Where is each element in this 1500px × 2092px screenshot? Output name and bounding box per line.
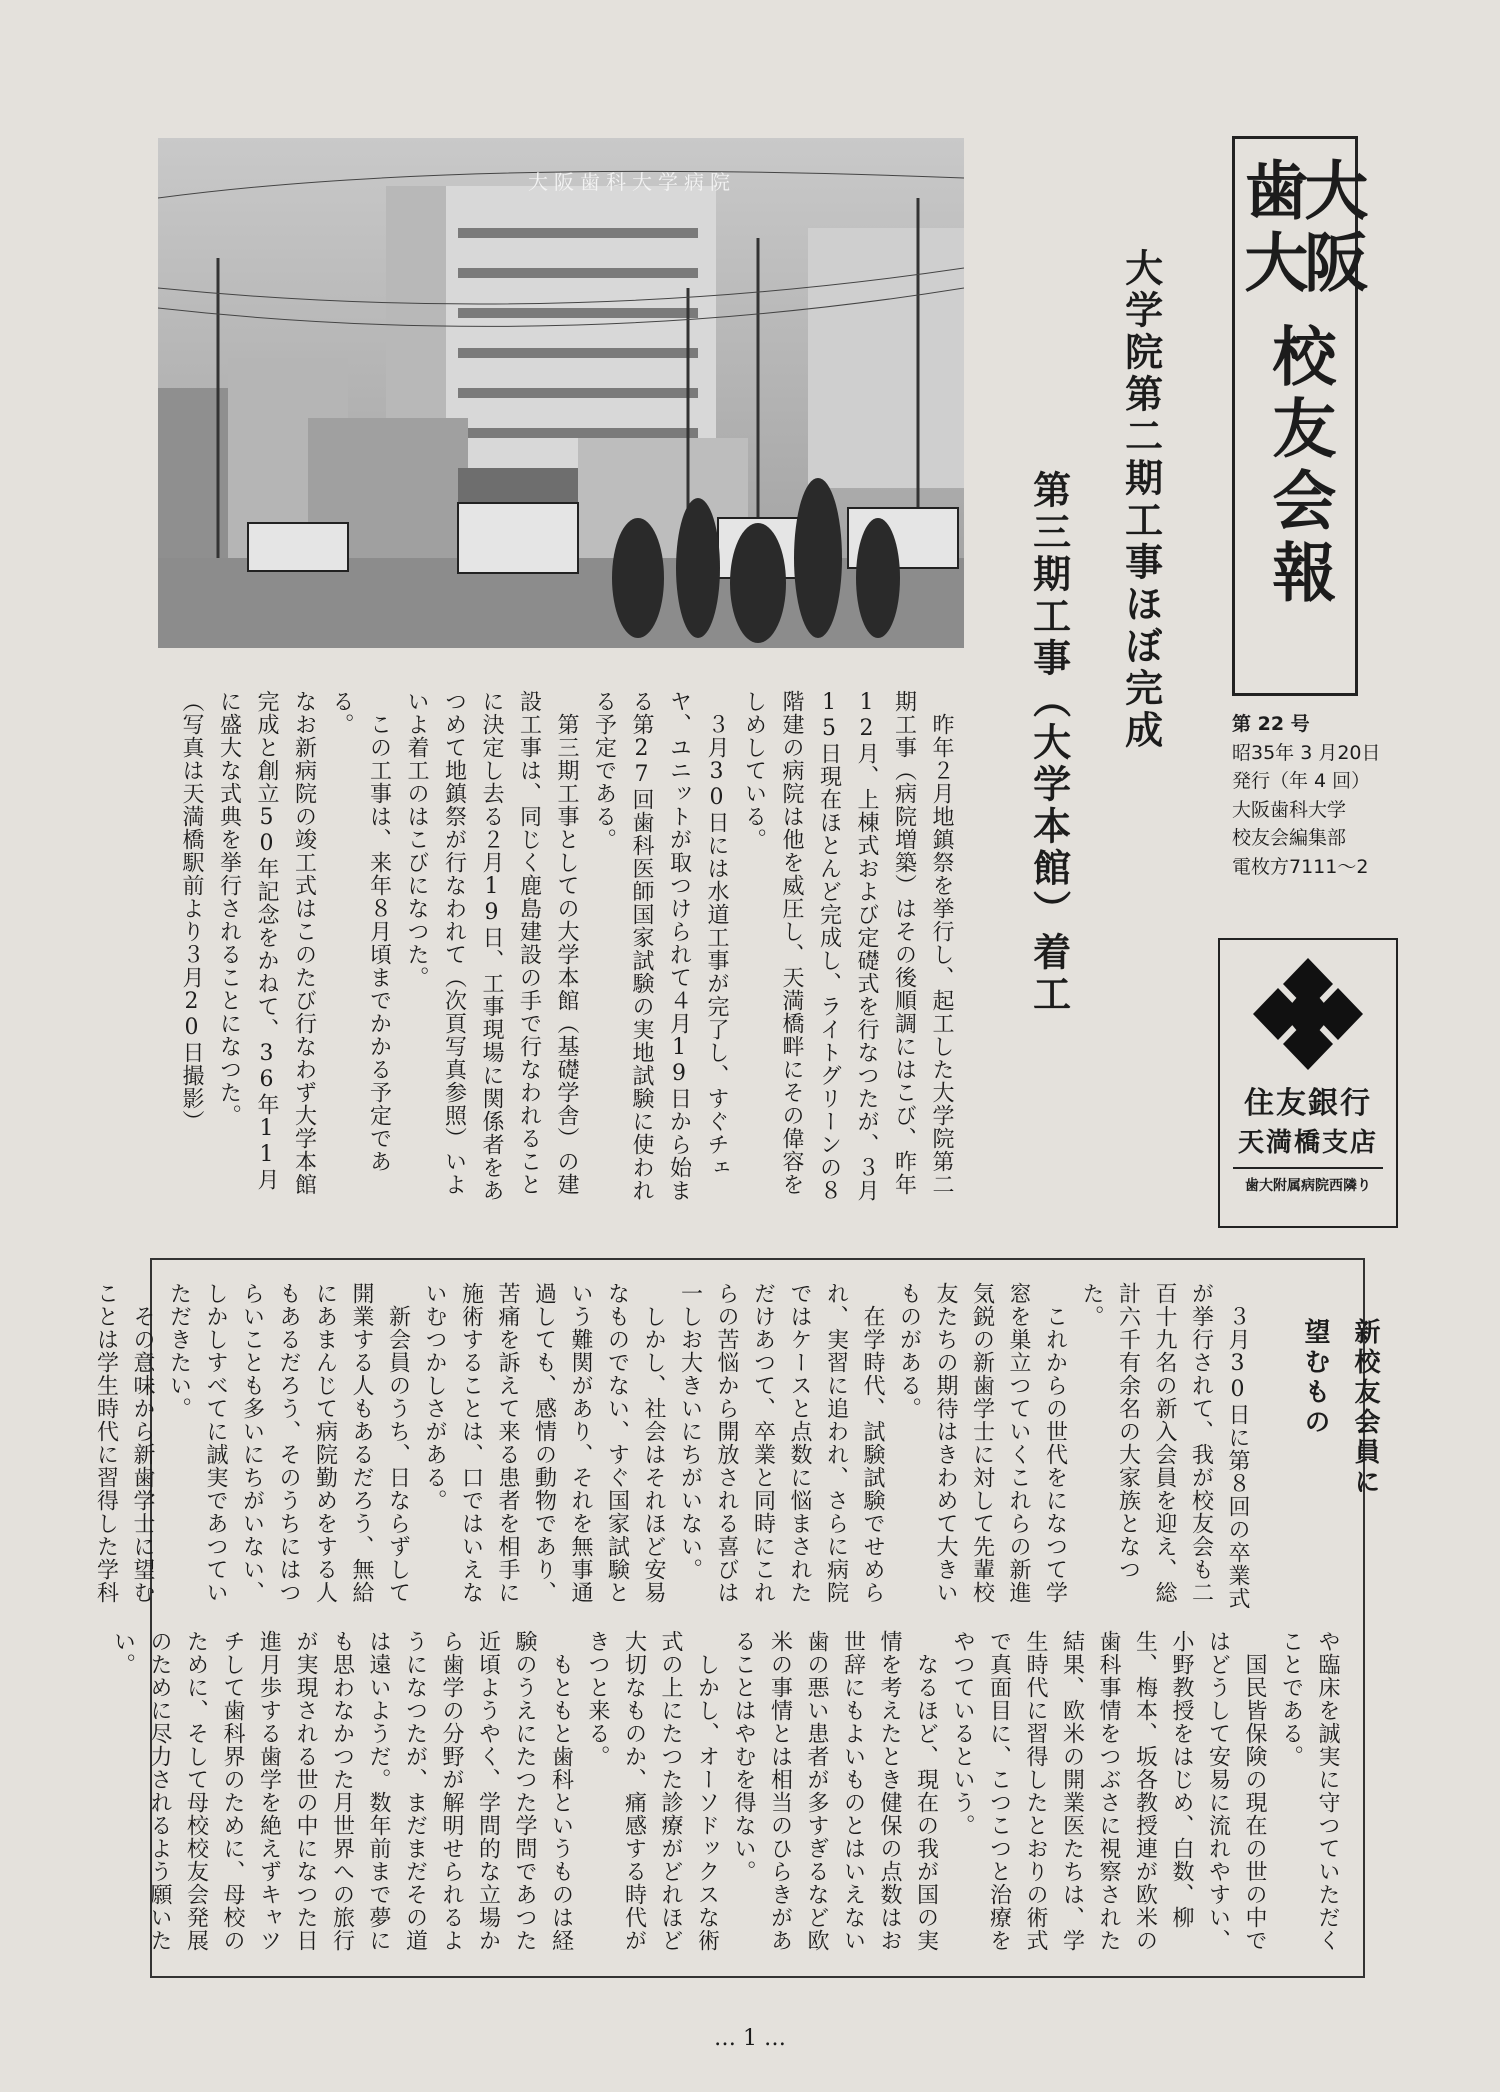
masthead-title-right: 大阪	[1293, 157, 1369, 301]
boxed-article-upper	[93, 1282, 1255, 1618]
boxed-title-line-2: 望むもの	[1300, 1318, 1330, 1438]
bank-advertisement	[1218, 938, 1398, 1228]
masthead	[1232, 136, 1369, 696]
campus-photo	[158, 138, 964, 648]
masthead-title-left: 歯大	[1233, 157, 1309, 301]
boxed-article-title	[1290, 1318, 1390, 1498]
divider	[1233, 1167, 1383, 1169]
boxed-article-text-lower: や臨床を誠実に守つていただくことである。 国民皆保険の現在の世の中ではどうして安易に流れやすい、小野教授をはじめ、白数、柳生、梅本、坂各教授連が欧米の歯科事情をつぶさに視察された結果、欧米の開業医たちは、学生時代に習得したとおりの術式で真面目に、こつこつと治療をやつているという。 なるほど、現在の我が国の実情を考えたとき健保の点数はお世辞にもよいものとはいえない歯の悪い患者が多すぎるなど欧米の事情とは相当のひらきがあることはやむを得ない。 しかし、オーソドックスな術式の上にたつた診療がどれほど大切なものか、痛感する時代がきつと来る。 もともと歯科というものは経験のうえにたつた学問であつた近頃ようやく、学問的な立場から歯学の分野が解明せられるようになつたが、まだまだその道は遠いようだ。数年前まで夢にも思わなかつた月世界への旅行が実現される世の中になつた日進月歩する歯学を絶えずキャツチして歯科界のために、母校のために、そして母校校友会発展のために尽力されるよう願いたい。	[110, 1630, 1340, 1952]
boxed-title-line-1: 新校友会員に	[1350, 1318, 1380, 1498]
subheadline: 第三期工事（大学本館）着工	[1026, 470, 1072, 1016]
bank-location: 歯大附属病院西隣り	[1245, 1178, 1371, 1194]
hospital-street-photo	[158, 138, 964, 648]
issue-date: 昭35年 3 月20日	[1232, 741, 1381, 764]
issue-number: 第 22 号	[1232, 713, 1310, 735]
bank-name: 住友銀行	[1244, 1086, 1372, 1121]
publisher-line-1: 大阪歯科大学	[1232, 798, 1347, 821]
masthead-title-bottom: 校友会報	[1261, 323, 1337, 611]
bank-branch: 天満橋支店	[1237, 1128, 1378, 1158]
boxed-article-lower	[110, 1630, 1345, 1960]
headline: 大学院第二期工事ほぼ完成	[1118, 248, 1164, 752]
publisher-line-2: 校友会編集部	[1232, 827, 1347, 849]
bank-logo-icon	[1233, 954, 1383, 1074]
issue-frequency: 発行（年 4 回）	[1232, 770, 1371, 792]
issue-info	[1232, 710, 1382, 881]
publisher-phone: 電枚方7111〜2	[1232, 855, 1369, 878]
article-body	[150, 690, 960, 1210]
hospital-sign: 大阪歯科大学病院	[528, 170, 736, 194]
boxed-article-text-upper: ３月30日に第８回の卒業式が挙行されて、我が校友会も二百十九名の新入会員を迎え、総計六千有余名の大家族となつた。 これからの世代をになつて学窓を巣立つていくこれらの新進気鋭の新歯学士に対して先輩校友たちの期待はきわめて大きいものがある。 在学時代、試験試験でせめられ、実習に追われ、さらに病院ではケースと点数に悩まされただけあつて、卒業と同時にこれらの苦悩から開放される喜びは一しお大きいにちがいない。 しかし、社会はそれほど安易なものでない、すぐ国家試験という難関があり、それを無事通過しても、感情の動物であり、苦痛を訴えて来る患者を相手に施術することは、口ではいえないむつかしさがある。 新会員のうち、日ならずして開業する人もあるだろう、無給にあまんじて病院勤めをする人もあるだろう、そのうちにはつらいことも多いにちがいない、しかしすべてに誠実であつていただきたい。 その意味から新歯学士に望むことは学生時代に習得した学科	[93, 1282, 1250, 1610]
article-text: 昨年２月地鎮祭を挙行し、起工した大学院第二期工事（病院増築）はその後順調にはこび、昨年12月、上棟式および定礎式を行なつたが、３月15日現在ほとんど完成し、ライトグリーンの８階建の病院は他を威圧し、天満橋畔にその偉容をしめしている。 ３月30日には水道工事が完了し、すぐチェヤ、ユニットが取つけられて４月19日から始まる第27回歯科医師国家試験の実地試験に使われる予定である。 第三期工事としての大学本館（基礎学舎）の建設工事は、同じく鹿島建設の手で行なわれることに決定し去る２月19日、工事現場に関係者をあつめて地鎮祭が行なわれて（次頁写真参照）いよいよ着工のはこびになつた。 この工事は、来年８月頃までかかる予定である。 なお新病院の竣工式はこのたび行なわず大学本館完成と創立50年記念をかねて、36年11月に盛大な式典を挙行されることになつた。 （写真は天満橋駅前より３月20日撮影）	[179, 690, 954, 1202]
page-number: … 1 …	[714, 2026, 786, 2051]
